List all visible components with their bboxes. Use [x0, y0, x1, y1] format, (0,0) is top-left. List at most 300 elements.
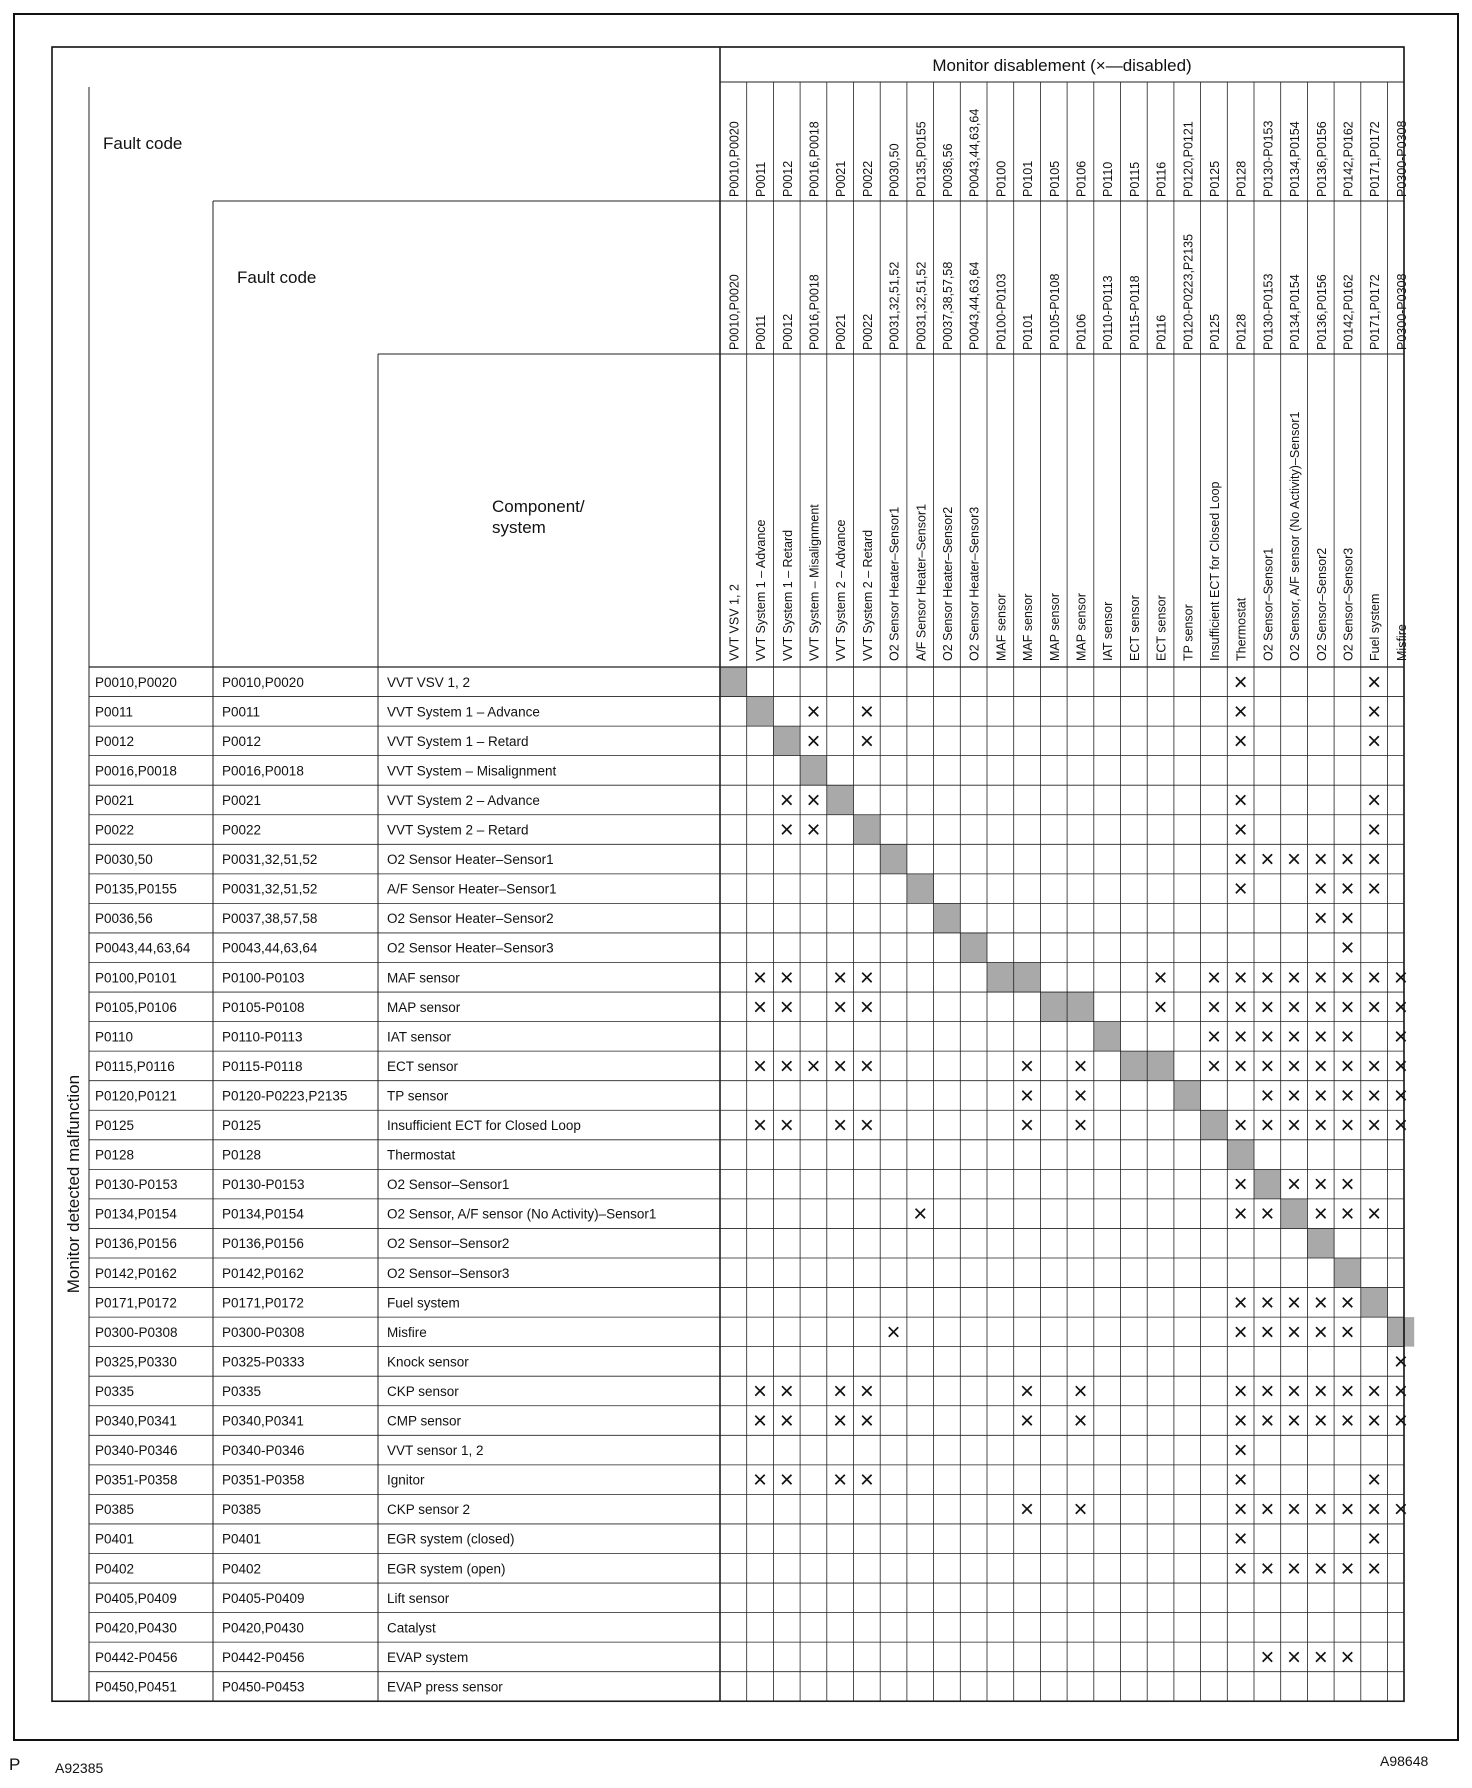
disabled-mark: ×: [1393, 993, 1408, 1021]
disabled-mark: ×: [806, 786, 821, 814]
row-code2: P0420,P0430: [222, 1620, 304, 1636]
column-component: Thermostat: [1234, 597, 1249, 661]
column-code2: P0142,P0162: [1341, 274, 1356, 350]
column-code1: P0012: [780, 160, 795, 197]
disabled-mark: ×: [1260, 846, 1275, 874]
disabled-mark: ×: [1393, 1496, 1408, 1524]
fault-code-label-1: Fault code: [103, 134, 183, 153]
row-component: EVAP system: [387, 1649, 469, 1665]
disabled-mark: ×: [1367, 846, 1382, 874]
disabled-mark: ×: [1287, 846, 1302, 874]
disabled-mark: ×: [1287, 1082, 1302, 1110]
disabled-mark: ×: [859, 993, 874, 1021]
row-code1: P0036,56: [95, 911, 153, 927]
column-component: Misfire: [1394, 624, 1409, 661]
disabled-mark: ×: [859, 1466, 874, 1494]
row-code2: P0125: [222, 1118, 262, 1134]
column-code1: P0125: [1207, 160, 1222, 197]
row-component: VVT System – Misalignment: [387, 763, 557, 779]
disabled-mark: ×: [1287, 1407, 1302, 1435]
row-code2: P0136,P0156: [222, 1236, 304, 1252]
shaded-cell: [880, 844, 907, 874]
column-code2: P0031,32,51,52: [887, 261, 902, 350]
column-component: MAP sensor: [1047, 593, 1062, 661]
row-code1: P0136,P0156: [95, 1236, 177, 1252]
row-code1: P0016,P0018: [95, 763, 177, 779]
disabled-mark: ×: [1367, 993, 1382, 1021]
column-component: A/F Sensor Heater–Sensor1: [914, 503, 929, 661]
column-code1: P0130-P0153: [1261, 120, 1276, 197]
row-component: VVT System 2 – Advance: [387, 792, 540, 808]
component-label: Component/: [492, 497, 585, 516]
row-component: ECT sensor: [387, 1058, 459, 1074]
row-code2: P0043,44,63,64: [222, 940, 318, 956]
disabled-mark: ×: [1367, 727, 1382, 755]
disabled-mark: ×: [1020, 1082, 1035, 1110]
column-code2: P0116: [1154, 314, 1169, 350]
disabled-mark: ×: [1340, 964, 1355, 992]
row-component: VVT System 2 – Retard: [387, 822, 529, 838]
disabled-mark: ×: [859, 1407, 874, 1435]
row-code1: P0325,P0330: [95, 1354, 177, 1370]
row-code2: P0385: [222, 1502, 262, 1518]
disabled-mark: ×: [1153, 964, 1168, 992]
row-component: MAP sensor: [387, 999, 461, 1015]
row-code1: P0450,P0451: [95, 1679, 177, 1695]
disabled-mark: ×: [1367, 668, 1382, 696]
disabled-mark: ×: [753, 993, 768, 1021]
column-code1: P0120,P0121: [1181, 121, 1196, 197]
shaded-cell: [1014, 963, 1041, 993]
shaded-cell: [1067, 992, 1094, 1022]
disabled-mark: ×: [779, 964, 794, 992]
disabled-mark: ×: [1260, 1023, 1275, 1051]
column-code1: P0010,P0020: [727, 121, 742, 197]
row-component: VVT System 1 – Advance: [387, 704, 540, 720]
disabled-mark: ×: [1206, 993, 1221, 1021]
shaded-cell: [1361, 1288, 1388, 1318]
column-code2: P0011: [754, 314, 769, 350]
disabled-mark: ×: [1313, 1643, 1328, 1671]
disabled-mark: ×: [1233, 1318, 1248, 1346]
row-code1: P0335: [95, 1383, 135, 1399]
fault-code-label-2: Fault code: [237, 268, 317, 287]
row-code2: P0300-P0308: [222, 1324, 305, 1340]
shaded-cell: [1334, 1258, 1361, 1288]
row-component: VVT System 1 – Retard: [387, 733, 529, 749]
column-code2: P0022: [860, 313, 875, 350]
disabled-mark: ×: [1260, 1377, 1275, 1405]
column-component: O2 Sensor Heater–Sensor1: [887, 506, 902, 661]
row-code2: P0130-P0153: [222, 1177, 305, 1193]
row-code2: P0037,38,57,58: [222, 911, 318, 927]
column-code2: P0101: [1021, 313, 1036, 350]
shaded-cell: [907, 874, 934, 904]
disabled-mark: ×: [1260, 1200, 1275, 1228]
row-component: O2 Sensor, A/F sensor (No Activity)–Sensor1: [387, 1206, 657, 1222]
disabled-mark: ×: [1233, 1289, 1248, 1317]
column-component: O2 Sensor–Sensor3: [1341, 547, 1356, 661]
disabled-mark: ×: [1367, 964, 1382, 992]
column-code2: P0031,32,51,52: [914, 261, 929, 350]
row-code2: P0022: [222, 822, 262, 838]
row-code2: P0100-P0103: [222, 970, 305, 986]
shaded-cell: [747, 697, 774, 727]
disabled-mark: ×: [859, 1112, 874, 1140]
column-component: O2 Sensor Heater–Sensor2: [940, 506, 955, 661]
disabled-mark: ×: [1393, 1112, 1408, 1140]
shaded-cell: [987, 963, 1014, 993]
disabled-mark: ×: [886, 1318, 901, 1346]
disabled-mark: ×: [1340, 1082, 1355, 1110]
disabled-mark: ×: [1340, 1318, 1355, 1346]
disabled-mark: ×: [1287, 1112, 1302, 1140]
row-component: CKP sensor: [387, 1383, 459, 1399]
disabled-mark: ×: [1340, 1200, 1355, 1228]
row-component: TP sensor: [387, 1088, 449, 1104]
column-code1: P0105: [1047, 160, 1062, 197]
column-code1: P0016,P0018: [807, 121, 822, 197]
row-code1: P0385: [95, 1502, 135, 1518]
row-code2: P0340,P0341: [222, 1413, 304, 1429]
disabled-mark: ×: [1393, 1348, 1408, 1376]
disabled-mark: ×: [1367, 875, 1382, 903]
row-code2: P0450-P0453: [222, 1679, 305, 1695]
disabled-mark: ×: [1340, 1112, 1355, 1140]
disabled-mark: ×: [806, 816, 821, 844]
disabled-mark: ×: [1287, 1052, 1302, 1080]
column-code2: P0171,P0172: [1368, 274, 1383, 350]
disabled-mark: ×: [1260, 1555, 1275, 1583]
disabled-mark: ×: [1233, 727, 1248, 755]
column-code2: P0130-P0153: [1261, 273, 1276, 350]
column-code2: P0115-P0118: [1127, 275, 1142, 350]
column-code2: P0106: [1074, 313, 1089, 350]
disabled-mark: ×: [1287, 1318, 1302, 1346]
row-code1: P0011: [95, 704, 134, 720]
row-code1: P0115,P0116: [95, 1058, 175, 1074]
column-code2: P0010,P0020: [727, 274, 742, 350]
disabled-mark: ×: [1233, 1525, 1248, 1553]
row-code2: P0171,P0172: [222, 1295, 304, 1311]
disabled-mark: ×: [1287, 1643, 1302, 1671]
disabled-mark: ×: [1340, 934, 1355, 962]
column-code1: P0106: [1074, 160, 1089, 197]
disabled-mark: ×: [1313, 1112, 1328, 1140]
row-code2: P0401: [222, 1531, 262, 1547]
row-code1: P0401: [95, 1531, 135, 1547]
disabled-mark: ×: [833, 1466, 848, 1494]
disabled-mark: ×: [1233, 1496, 1248, 1524]
shaded-cell: [1388, 1317, 1415, 1347]
column-code1: P0110: [1101, 161, 1116, 197]
row-code1: P0442-P0456: [95, 1649, 178, 1665]
disabled-mark: ×: [1260, 1643, 1275, 1671]
row-code1: P0420,P0430: [95, 1620, 177, 1636]
disabled-mark: ×: [1340, 1289, 1355, 1317]
row-code2: P0031,32,51,52: [222, 881, 318, 897]
row-code2: P0351-P0358: [222, 1472, 305, 1488]
disabled-mark: ×: [1233, 993, 1248, 1021]
disabled-mark: ×: [1367, 1525, 1382, 1553]
row-code1: P0105,P0106: [95, 999, 177, 1015]
disabled-mark: ×: [753, 1052, 768, 1080]
column-component: O2 Sensor–Sensor1: [1261, 547, 1276, 661]
shaded-cell: [1121, 1051, 1148, 1081]
row-code2: P0402: [222, 1561, 262, 1577]
row-component: O2 Sensor Heater–Sensor2: [387, 911, 554, 927]
column-code1: P0135,P0155: [914, 121, 929, 197]
shaded-cell: [1040, 992, 1067, 1022]
disabled-mark: ×: [1260, 1052, 1275, 1080]
disabled-mark: ×: [1393, 1407, 1408, 1435]
column-code2: P0043,44,63,64: [967, 261, 982, 350]
row-component: Insufficient ECT for Closed Loop: [387, 1118, 581, 1134]
disabled-mark: ×: [1233, 1555, 1248, 1583]
disabled-mark: ×: [1233, 1377, 1248, 1405]
disabled-mark: ×: [1313, 1318, 1328, 1346]
row-code2: P0142,P0162: [222, 1265, 304, 1281]
disabled-mark: ×: [859, 698, 874, 726]
disabled-mark: ×: [1073, 1496, 1088, 1524]
row-code1: P0135,P0155: [95, 881, 177, 897]
disabled-mark: ×: [1020, 1052, 1035, 1080]
row-code1: P0171,P0172: [95, 1295, 177, 1311]
disabled-mark: ×: [1073, 1407, 1088, 1435]
column-code1: P0136,P0156: [1314, 121, 1329, 197]
disabled-mark: ×: [1367, 786, 1382, 814]
disabled-mark: ×: [1313, 993, 1328, 1021]
disabled-mark: ×: [1260, 964, 1275, 992]
column-code1: P0300-P0308: [1394, 120, 1409, 197]
column-code1: P0100: [994, 160, 1009, 197]
disabled-mark: ×: [1313, 1052, 1328, 1080]
disabled-mark: ×: [833, 964, 848, 992]
column-code2: P0120-P0223,P2135: [1181, 233, 1196, 350]
disabled-mark: ×: [1313, 1555, 1328, 1583]
column-code2: P0100-P0103: [994, 273, 1009, 350]
disabled-mark: ×: [1340, 1171, 1355, 1199]
row-component: Catalyst: [387, 1620, 436, 1636]
disabled-mark: ×: [1233, 786, 1248, 814]
disabled-mark: ×: [859, 964, 874, 992]
column-code2: P0105-P0108: [1047, 273, 1062, 350]
disabled-mark: ×: [1073, 1112, 1088, 1140]
column-component: VVT System 2 – Retard: [860, 529, 875, 661]
disabled-mark: ×: [1340, 905, 1355, 933]
column-component: O2 Sensor, A/F sensor (No Activity)–Sensor1: [1288, 411, 1303, 661]
column-component: MAF sensor: [994, 593, 1009, 661]
disabled-mark: ×: [1233, 964, 1248, 992]
disabled-mark: ×: [779, 1466, 794, 1494]
disabled-mark: ×: [1340, 846, 1355, 874]
column-code1: P0134,P0154: [1288, 121, 1303, 197]
footer-letter: P: [9, 1755, 21, 1774]
disabled-mark: ×: [833, 1377, 848, 1405]
column-component: Fuel system: [1368, 593, 1383, 661]
row-component: Lift sensor: [387, 1590, 450, 1606]
shaded-cell: [773, 726, 800, 756]
column-code1: P0022: [860, 160, 875, 197]
disabled-mark: ×: [1340, 1377, 1355, 1405]
row-code1: P0030,50: [95, 852, 153, 868]
shaded-cell: [800, 756, 827, 786]
disabled-mark: ×: [1260, 1112, 1275, 1140]
column-code1: P0011: [754, 161, 769, 197]
column-component: VVT VSV 1, 2: [727, 584, 742, 661]
disabled-mark: ×: [1233, 1171, 1248, 1199]
shaded-cell: [720, 667, 747, 697]
disabled-mark: ×: [1313, 1082, 1328, 1110]
row-component: CMP sensor: [387, 1413, 462, 1429]
disabled-mark: ×: [1367, 816, 1382, 844]
disabled-mark: ×: [859, 1377, 874, 1405]
disabled-mark: ×: [1313, 1377, 1328, 1405]
row-code2: P0134,P0154: [222, 1206, 304, 1222]
column-component: O2 Sensor Heater–Sensor3: [967, 506, 982, 661]
disabled-mark: ×: [1313, 1200, 1328, 1228]
disabled-mark: ×: [779, 1052, 794, 1080]
row-component: MAF sensor: [387, 970, 460, 986]
row-code2: P0340-P0346: [222, 1443, 305, 1459]
row-component: VVT VSV 1, 2: [387, 674, 471, 690]
disabled-mark: ×: [1313, 1171, 1328, 1199]
disabled-mark: ×: [1287, 1555, 1302, 1583]
disabled-mark: ×: [1233, 1052, 1248, 1080]
row-code1: P0100,P0101: [95, 970, 177, 986]
row-code2: P0335: [222, 1383, 262, 1399]
disabled-mark: ×: [1340, 1407, 1355, 1435]
disabled-mark: ×: [1287, 1377, 1302, 1405]
monitor-title: Monitor disablement (×—disabled): [932, 56, 1192, 75]
disabled-mark: ×: [1073, 1082, 1088, 1110]
disabled-mark: ×: [1020, 1377, 1035, 1405]
disabled-mark: ×: [1020, 1496, 1035, 1524]
column-code2: P0037,38,57,58: [940, 261, 955, 350]
disabled-mark: ×: [833, 1052, 848, 1080]
disabled-mark: ×: [1313, 964, 1328, 992]
disabled-mark: ×: [1233, 1407, 1248, 1435]
row-component: Knock sensor: [387, 1354, 469, 1370]
column-component: O2 Sensor–Sensor2: [1314, 547, 1329, 661]
row-code1: P0351-P0358: [95, 1472, 178, 1488]
shaded-cell: [854, 815, 881, 845]
disabled-mark: ×: [1340, 1643, 1355, 1671]
disabled-mark: ×: [1206, 964, 1221, 992]
column-component: VVT System 1 – Retard: [780, 529, 795, 661]
disabled-mark: ×: [1367, 1466, 1382, 1494]
row-component: IAT sensor: [387, 1029, 452, 1045]
column-code1: P0043,44,63,64: [967, 108, 982, 197]
disabled-mark: ×: [779, 1112, 794, 1140]
row-component: EGR system (open): [387, 1561, 506, 1577]
disabled-mark: ×: [1020, 1112, 1035, 1140]
shaded-cell: [1227, 1140, 1254, 1170]
disabled-mark: ×: [1260, 1289, 1275, 1317]
disabled-mark: ×: [1393, 1052, 1408, 1080]
shaded-cell: [1174, 1081, 1201, 1111]
column-component: ECT sensor: [1127, 595, 1142, 661]
disabled-mark: ×: [1340, 1555, 1355, 1583]
row-code1: P0405,P0409: [95, 1590, 177, 1606]
disabled-mark: ×: [833, 1112, 848, 1140]
row-code2: P0128: [222, 1147, 262, 1163]
disabled-mark: ×: [1367, 1407, 1382, 1435]
column-component: VVT System – Misalignment: [807, 504, 822, 661]
disabled-mark: ×: [1313, 1023, 1328, 1051]
column-component: TP sensor: [1181, 604, 1196, 661]
disabled-mark: ×: [753, 1377, 768, 1405]
disabled-mark: ×: [1367, 1377, 1382, 1405]
disabled-mark: ×: [1233, 1437, 1248, 1465]
disabled-mark: ×: [1233, 1200, 1248, 1228]
row-code2: P0012: [222, 733, 262, 749]
shaded-cell: [827, 785, 854, 815]
component-label: system: [492, 518, 546, 537]
disabled-mark: ×: [1340, 1052, 1355, 1080]
row-code1: P0012: [95, 733, 135, 749]
row-component: EVAP press sensor: [387, 1679, 503, 1695]
row-code1: P0128: [95, 1147, 135, 1163]
disabled-mark: ×: [1287, 1171, 1302, 1199]
row-code2: P0115-P0118: [222, 1058, 303, 1074]
row-code1: P0021: [95, 792, 135, 808]
column-component: VVT System 2 – Advance: [834, 519, 849, 661]
disabled-mark: ×: [1233, 668, 1248, 696]
disabled-mark: ×: [1367, 1555, 1382, 1583]
disabled-mark: ×: [753, 1466, 768, 1494]
row-component: Ignitor: [387, 1472, 425, 1488]
disabled-mark: ×: [1233, 846, 1248, 874]
disabled-mark: ×: [1233, 698, 1248, 726]
column-code1: P0171,P0172: [1368, 121, 1383, 197]
shaded-cell: [1147, 1051, 1174, 1081]
disabled-mark: ×: [779, 816, 794, 844]
disabled-mark: ×: [1260, 993, 1275, 1021]
column-component: Insufficient ECT for Closed Loop: [1207, 481, 1222, 661]
shaded-cell: [1201, 1110, 1228, 1140]
shaded-cell: [1254, 1169, 1281, 1199]
disabled-mark: ×: [1073, 1052, 1088, 1080]
row-component: O2 Sensor Heater–Sensor1: [387, 852, 554, 868]
column-component: IAT sensor: [1101, 601, 1116, 661]
disabled-mark: ×: [1206, 1023, 1221, 1051]
row-code1: P0142,P0162: [95, 1265, 177, 1281]
disabled-mark: ×: [1233, 1023, 1248, 1051]
disabled-mark: ×: [1233, 875, 1248, 903]
row-code2: P0105-P0108: [222, 999, 305, 1015]
column-code2: P0016,P0018: [807, 274, 822, 350]
disabled-mark: ×: [1313, 875, 1328, 903]
row-code1: P0022: [95, 822, 135, 838]
disabled-mark: ×: [1340, 1023, 1355, 1051]
row-code2: P0011: [222, 704, 261, 720]
disabled-mark: ×: [1233, 1112, 1248, 1140]
disabled-mark: ×: [1287, 1289, 1302, 1317]
disabled-mark: ×: [859, 727, 874, 755]
disabled-mark: ×: [1313, 846, 1328, 874]
disabled-mark: ×: [1393, 1023, 1408, 1051]
row-component: EGR system (closed): [387, 1531, 515, 1547]
disabled-mark: ×: [1393, 964, 1408, 992]
disabled-mark: ×: [806, 727, 821, 755]
shaded-cell: [1307, 1228, 1334, 1258]
row-component: O2 Sensor–Sensor2: [387, 1236, 510, 1252]
disabled-mark: ×: [1393, 1082, 1408, 1110]
column-component: VVT System 1 – Advance: [754, 519, 769, 661]
footer-left-id: A92385: [55, 1760, 104, 1776]
row-code1: P0134,P0154: [95, 1206, 177, 1222]
